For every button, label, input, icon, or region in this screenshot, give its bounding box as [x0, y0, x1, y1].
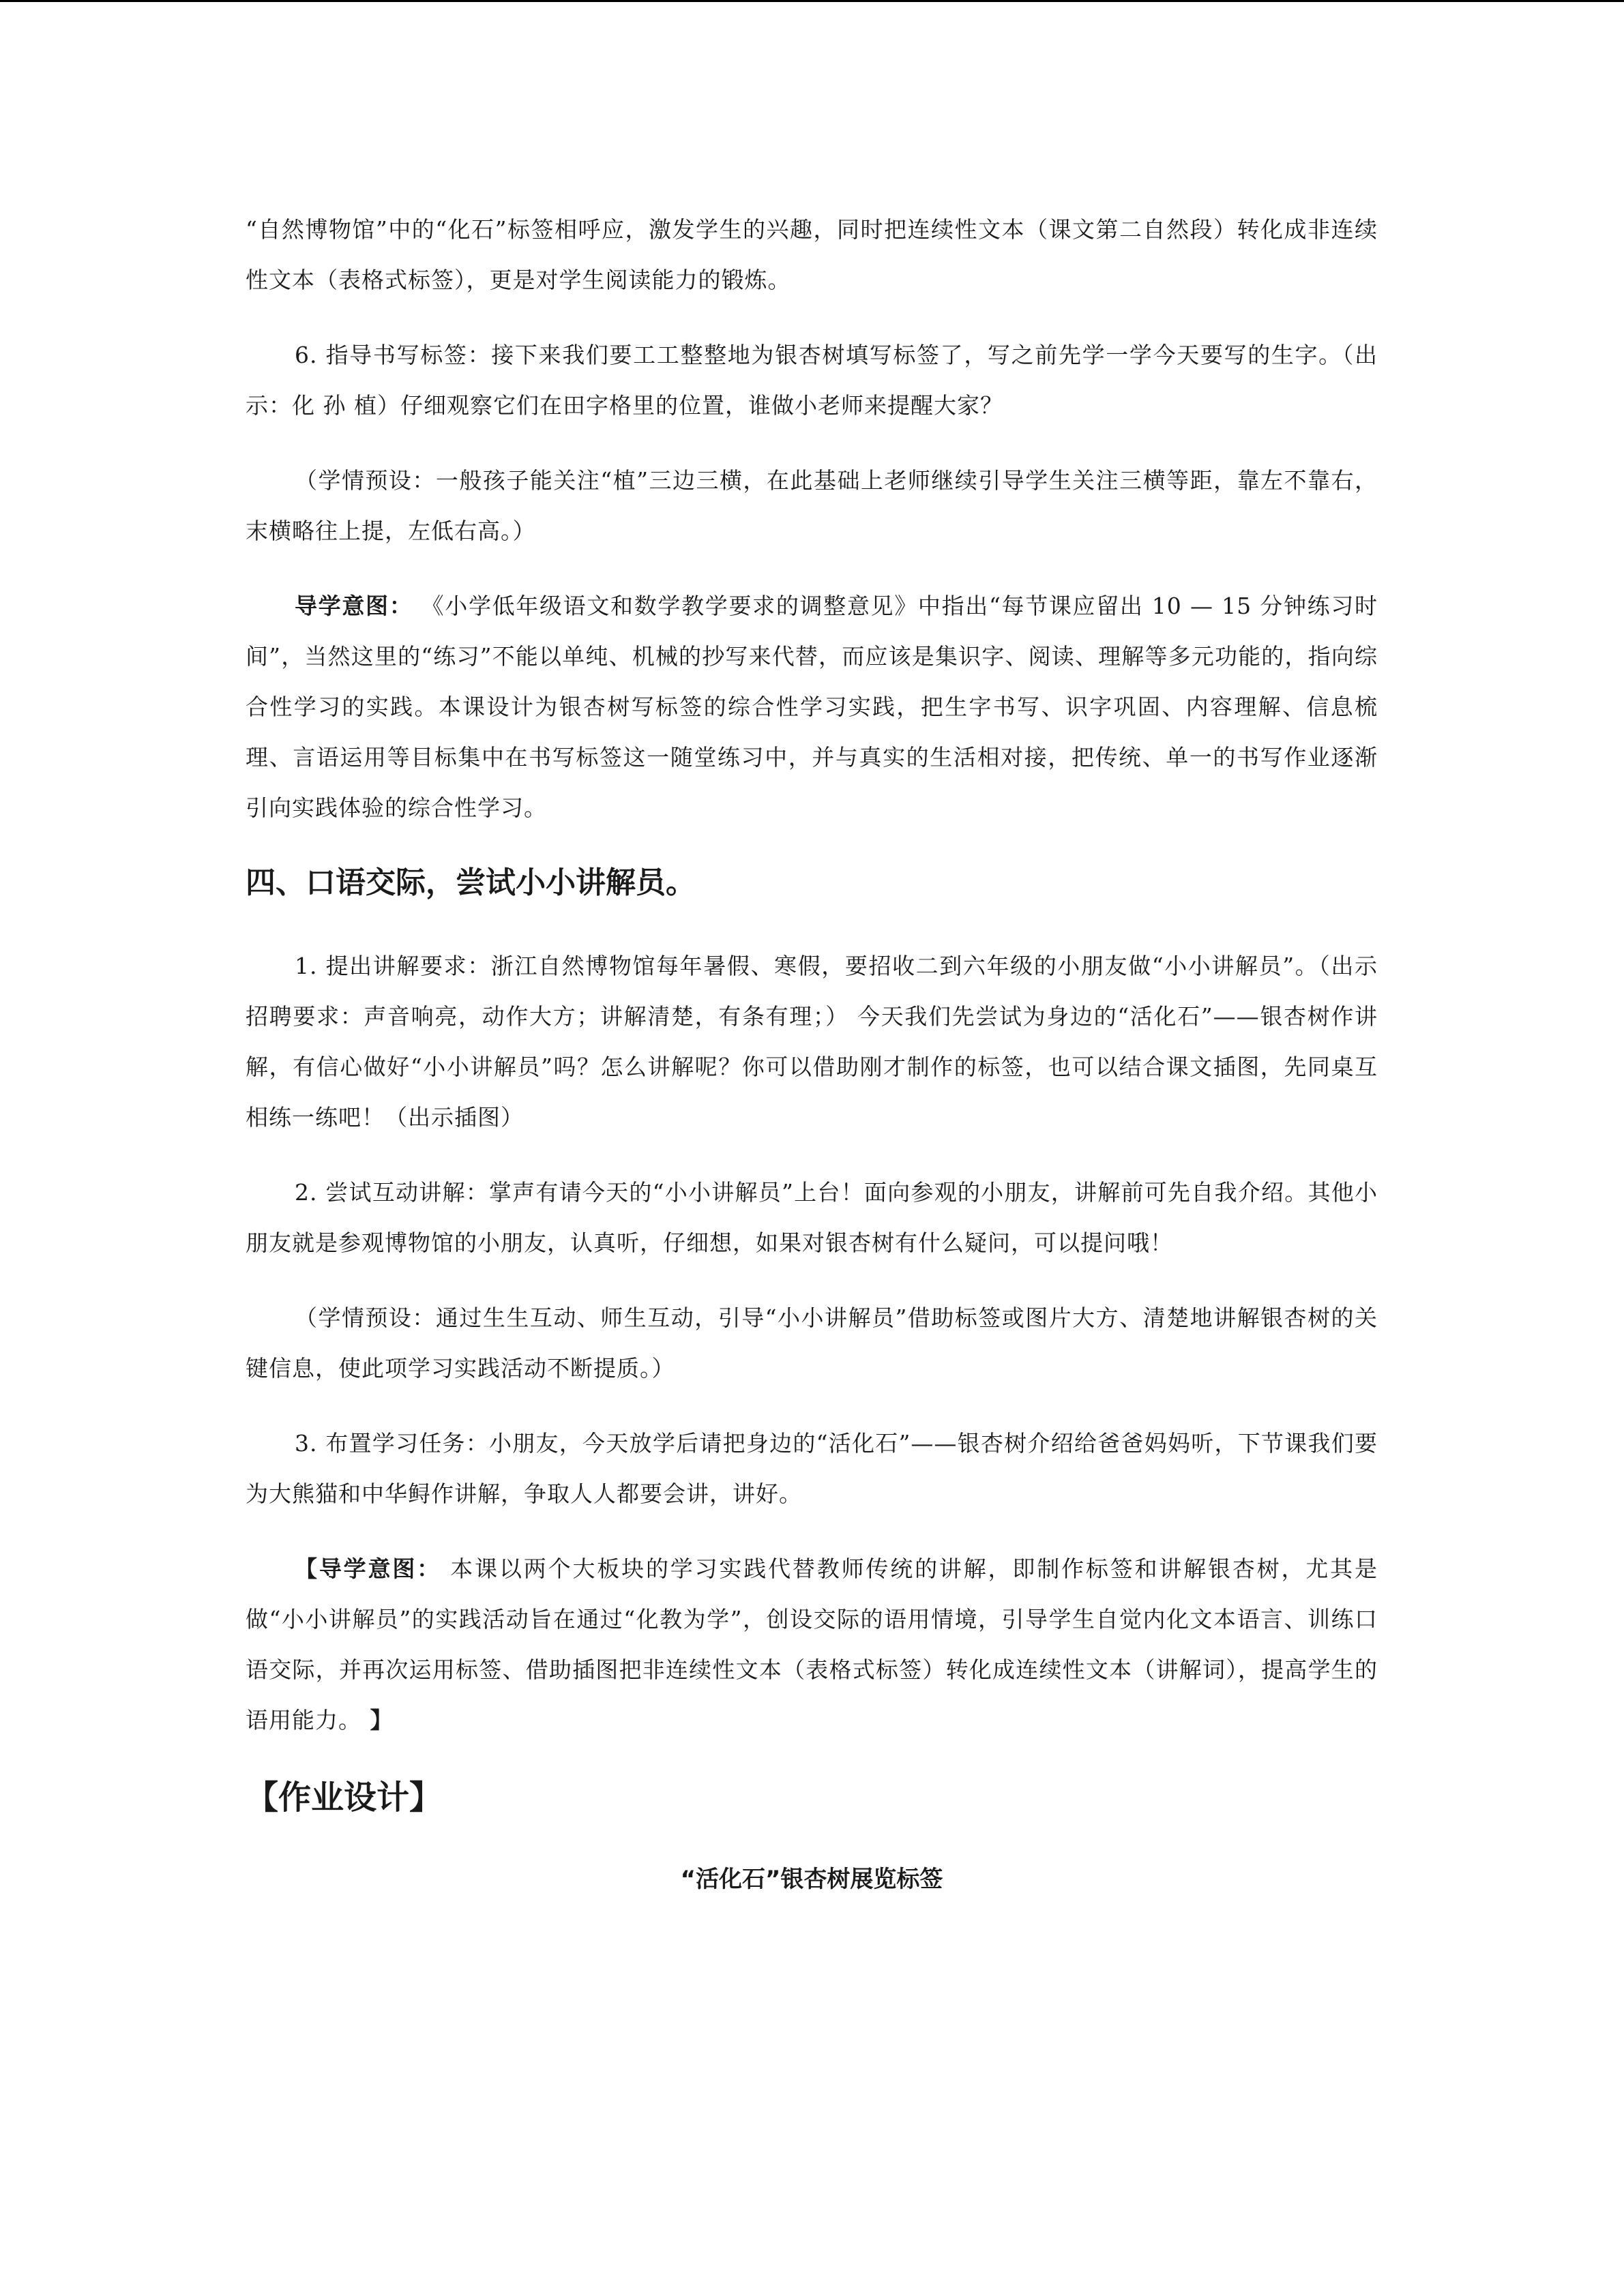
- paragraph-assign-task: 3. 布置学习任务：小朋友，今天放学后请把身边的“活化石”——银杏树介绍给爸爸妈妈听，下节课我们要为大熊猫和中华鲟作讲解，争取人人都要会讲，讲好。: [246, 1430, 1378, 1507]
- section-heading-oral-communication: 四、口语交际，尝试小小讲解员。: [246, 865, 696, 900]
- guide-intent-label-2: 【导学意图：: [295, 1555, 441, 1582]
- guide-intent-body: 《小学低年级语文和数学教学要求的调整意见》中指出“每节课应留出 10 — 15 分钟练习时间”，当然这里的“练习”不能以单纯、机械的抄写来代替，而应该是集识字、阅读、理解等多元功能的，指向综合性学习的实践。本课设计为银杏树写标签的综合性学习实践，把生字书写、识字巩固、内容理解、信息梳理、言语运用等目标集中在书写标签这一随堂练习中，并与真实的生活相对接，把传统、单一的书写作业逐渐引向实践体验的综合性学习。: [246, 593, 1378, 821]
- document-page: [246, 205, 1378, 1900]
- paragraph-guide-intent-2: [246, 1544, 1378, 1746]
- homework-design-heading: 【作业设计】: [246, 1778, 443, 1817]
- guide-intent-body-2: 本课以两个大板块的学习实践代替教师传统的讲解，即制作标签和讲解银杏树，尤其是做“小小讲解员”的实践活动旨在通过“化教为学”，创设交际的语用情境，引导学生自觉内化文本语言、训练口语交际，并再次运用标签、借助插图把非连续性文本（表格式标签）转化成连续性文本（讲解词），提高学生的语用能力。: [246, 1555, 1378, 1733]
- guide-intent-label: 导学意图：: [295, 593, 413, 619]
- paragraph-explain-requirements: 1. 提出讲解要求：浙江自然博物馆每年暑假、寒假，要招收二到六年级的小朋友做“小小讲解员”。（出示招聘要求：声音响亮，动作大方；讲解清楚，有条有理；） 今天我们先尝试为身边的“活化石”——银杏树作讲解，有信心做好“小小讲解员”吗？怎么讲解呢？你可以借助刚才制作的标签，也可以结合课文插图，先同桌互相练一练吧！（出示插图）: [246, 953, 1378, 1131]
- page-top-border: [0, 0, 1624, 2]
- paragraph-interactive-explaining: 2. 尝试互动讲解：掌声有请今天的“小小讲解员”上台！面向参观的小朋友，讲解前可先自我介绍。其他小朋友就是参观博物馆的小朋友，认真听，仔细想，如果对银杏树有什么疑问，可以提问哦！: [246, 1179, 1378, 1256]
- paragraph-writing-guidance: 6. 指导书写标签：接下来我们要工工整整地为银杏树填写标签了，写之前先学一学今天要写的生字。（出示：化 孙 植）仔细观察它们在田字格里的位置，谁做小老师来提醒大家？: [246, 342, 1378, 419]
- paragraph-guide-intent-1: [246, 581, 1378, 833]
- paragraph-learning-preset-1: （学情预设：一般孩子能关注“植”三边三横，在此基础上老师继续引导学生关注三横等距，靠左不靠右，末横略往上提，左低右高。）: [246, 467, 1378, 544]
- paragraph-learning-preset-2: （学情预设：通过生生互动、师生互动，引导“小小讲解员”借助标签或图片大方、清楚地讲解银杏树的关键信息，使此项学习实践活动不断提质。）: [246, 1304, 1378, 1382]
- guide-intent-close: 】: [361, 1707, 394, 1733]
- paragraph-fossil-label-echo: “自然博物馆”中的“化石”标签相呼应，激发学生的兴趣，同时把连续性文本（课文第二自然段）转化成非连续性文本（表格式标签），更是对学生阅读能力的锻炼。: [246, 216, 1378, 293]
- exhibition-label-title: “活化石”银杏树展览标签: [680, 1866, 943, 1893]
